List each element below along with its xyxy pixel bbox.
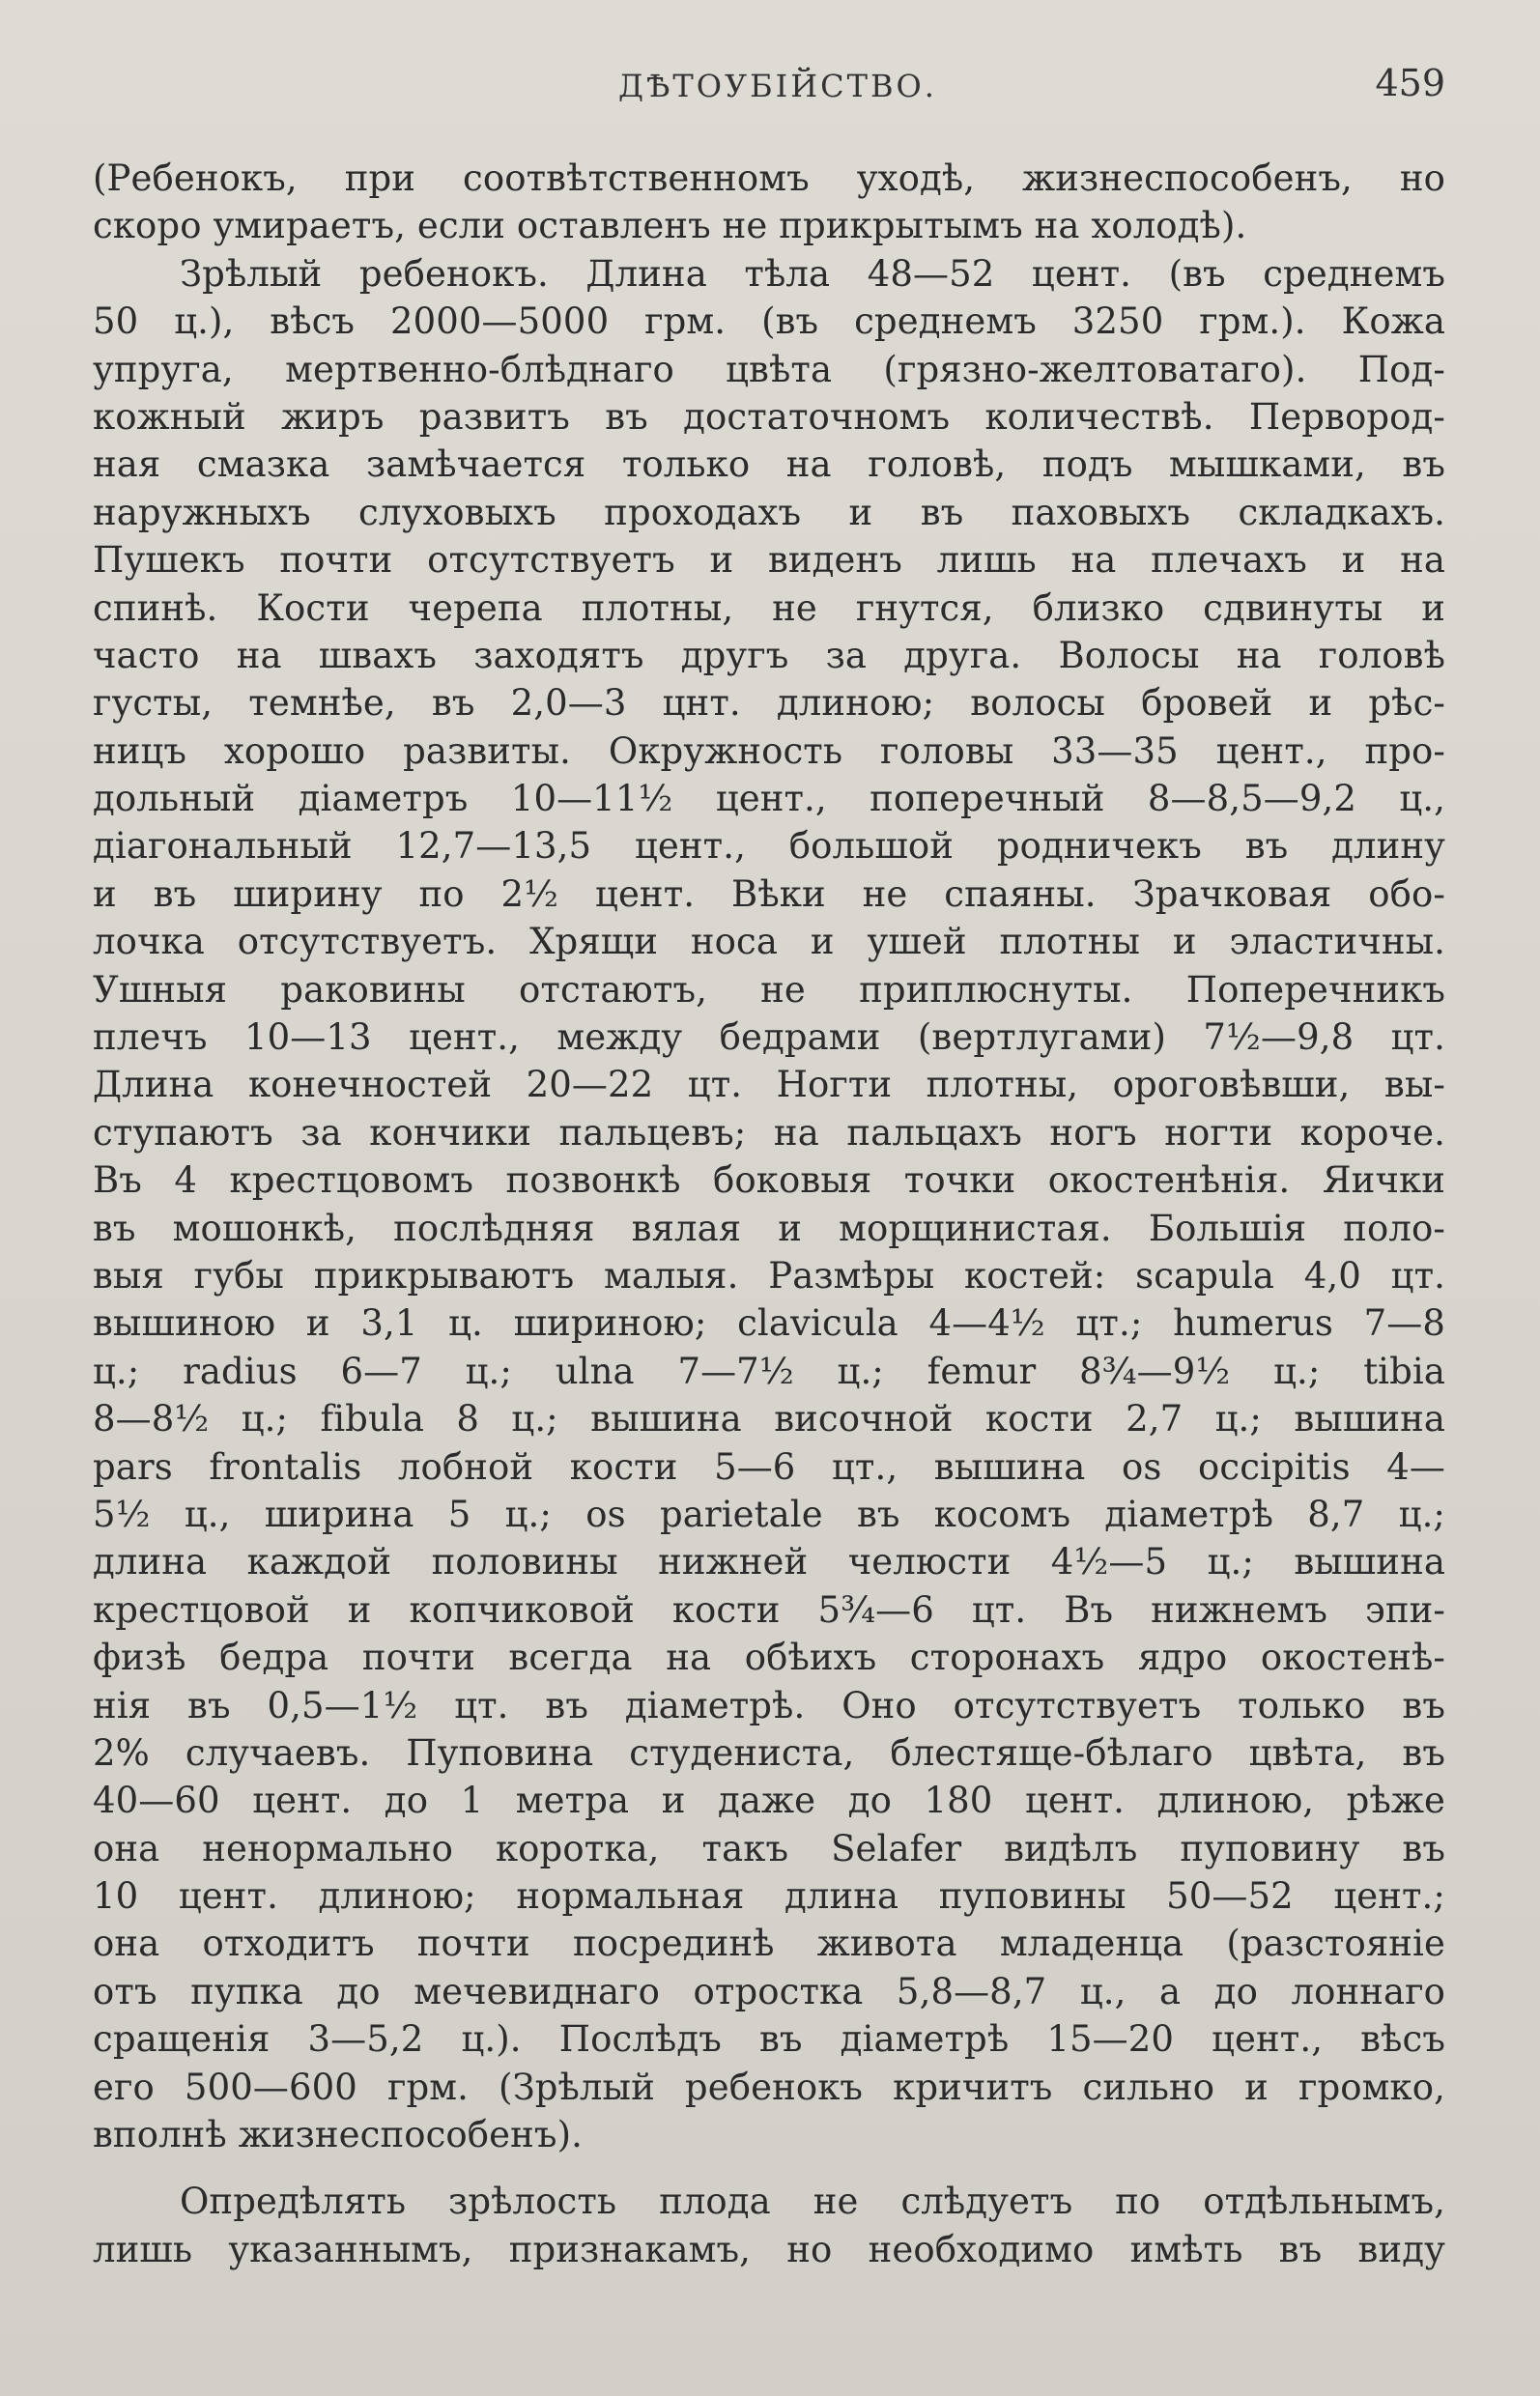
text-line: густы, темнѣе, въ 2,0—3 цнт. длиною; волосы бровей и рѣс- xyxy=(93,682,1445,725)
text-line: она ненормально коротка, такъ Selafer видѣлъ пуповину въ xyxy=(93,1827,1445,1869)
text-line: нія въ 0,5—1½ цт. въ діаметрѣ. Оно отсутствуетъ только въ xyxy=(93,1684,1445,1726)
text-line: Въ 4 крестцовомъ позвонкѣ боковыя точки окостенѣнія. Яички xyxy=(93,1159,1445,1202)
text-line: ц.; radius 6—7 ц.; ulna 7—7½ ц.; femur 8¾—9½ ц.; tibia xyxy=(93,1350,1445,1392)
body-text xyxy=(93,155,1445,2273)
page-number: 459 xyxy=(1375,62,1445,104)
text-line: Зрѣлый ребенокъ. Длина тѣла 48—52 цент. (въ среднемъ xyxy=(180,252,1445,295)
text-line: Пушекъ почти отсутствуетъ и виденъ лишь на плечахъ и на xyxy=(93,539,1445,582)
text-line: отъ пупка до мечевиднаго отростка 5,8—8,7 ц., а до лоннаго xyxy=(93,1970,1445,2012)
text-line: она отходитъ почти посрединѣ живота младенца (разстояніе xyxy=(93,1923,1445,1965)
text-line: упруга, мертвенно-блѣднаго цвѣта (грязно-желтоватаго). Под- xyxy=(93,348,1445,390)
text-line: спинѣ. Кости черепа плотны, не гнутся, близко сдвинуты и xyxy=(93,586,1445,629)
text-line: 2% случаевъ. Пуповина студениста, блестяще-бѣлаго цвѣта, въ xyxy=(93,1731,1445,1774)
text-line: ницъ хорошо развиты. Окружность головы 33—35 цент., про- xyxy=(93,729,1445,772)
paragraph xyxy=(93,2178,1445,2273)
running-title: ДѢТОУБІЙСТВО. xyxy=(618,68,937,104)
text-line: дольный діаметръ 10—11½ цент., поперечный 8—8,5—9,2 ц., xyxy=(93,778,1445,820)
paragraph-gap xyxy=(93,2158,1445,2178)
text-line: Ушныя раковины отстаютъ, не приплюснуты. Поперечникъ xyxy=(93,968,1445,1011)
text-line: наружныхъ слуховыхъ проходахъ и въ паховыхъ складкахъ. xyxy=(93,491,1445,533)
text-line: часто на швахъ заходятъ другъ за друга. Волосы на головѣ xyxy=(93,634,1445,676)
text-line: сращенія 3—5,2 ц.). Послѣдъ въ діаметрѣ 15—20 цент., вѣсъ xyxy=(93,2018,1445,2061)
paragraph xyxy=(93,155,1445,250)
text-line: 50 ц.), вѣсъ 2000—5000 грм. (въ среднемъ 3250 грм.). Кожа xyxy=(93,300,1445,343)
text-line: въ мошонкѣ, послѣдняя вялая и морщинистая. Большія поло- xyxy=(93,1207,1445,1249)
text-line: лочка отсутствуетъ. Хрящи носа и ушей плотны и эластичны. xyxy=(93,921,1445,963)
text-line: 8—8½ ц.; fibula 8 ц.; вышина височной кости 2,7 ц.; вышина xyxy=(93,1398,1445,1440)
text-line: кожный жиръ развитъ въ достаточномъ количествѣ. Первород- xyxy=(93,395,1445,438)
page-header xyxy=(0,56,1540,114)
text-line: и въ ширину по 2½ цент. Вѣки не спаяны. Зрачковая обо- xyxy=(93,872,1445,915)
text-line: длина каждой половины нижней челюсти 4½—5 ц.; вышина xyxy=(93,1541,1445,1583)
text-line: діагональный 12,7—13,5 цент., большой родничекъ въ длину xyxy=(93,825,1445,868)
text-line: pars frontalis лобной кости 5—6 цт., вышина os occipitis 4— xyxy=(93,1445,1445,1488)
text-line: его 500—600 грм. (Зрѣлый ребенокъ кричитъ сильно и громко, xyxy=(93,2066,1445,2108)
text-line: ная смазка замѣчается только на головѣ, подъ мышками, въ xyxy=(93,443,1445,486)
text-line: (Ребенокъ, при соотвѣтственномъ уходѣ, жизнеспособенъ, но xyxy=(93,157,1445,199)
text-line: 5½ ц., ширина 5 ц.; os parietale въ косомъ діаметрѣ 8,7 ц.; xyxy=(93,1493,1445,1535)
text-line: скоро умираетъ, если оставленъ не прикрытымъ на холодѣ). xyxy=(93,205,1247,247)
text-line: вполнѣ жизнеспособенъ). xyxy=(93,2114,583,2156)
text-line: крестцовой и копчиковой кости 5¾—6 цт. Въ нижнемъ эпи- xyxy=(93,1588,1445,1631)
text-line: выя губы прикрываютъ малыя. Размѣры костей: scapula 4,0 цт. xyxy=(93,1254,1445,1297)
text-line: физѣ бедра почти всегда на обѣихъ сторонахъ ядро окостенѣ- xyxy=(93,1637,1445,1679)
paragraph xyxy=(93,250,1445,2159)
text-line: Длина конечностей 20—22 цт. Ногти плотны, ороговѣвши, вы- xyxy=(93,1064,1445,1106)
text-line: плечъ 10—13 цент., между бедрами (вертлугами) 7½—9,8 цт. xyxy=(93,1016,1445,1059)
text-line: 40—60 цент. до 1 метра и даже до 180 цент. длиною, рѣже xyxy=(93,1780,1445,1822)
text-line: лишь указаннымъ, признакамъ, но необходимо имѣть въ виду xyxy=(93,2228,1445,2270)
text-line: вышиною и 3,1 ц. шириною; clavicula 4—4½ цт.; humerus 7—8 xyxy=(93,1302,1445,1345)
text-line: 10 цент. длиною; нормальная длина пуповины 50—52 цент.; xyxy=(93,1875,1445,1918)
text-line: ступаютъ за кончики пальцевъ; на пальцахъ ногъ ногти короче. xyxy=(93,1111,1445,1154)
text-line: Опредѣлять зрѣлость плода не слѣдуетъ по отдѣльнымъ, xyxy=(180,2181,1445,2223)
